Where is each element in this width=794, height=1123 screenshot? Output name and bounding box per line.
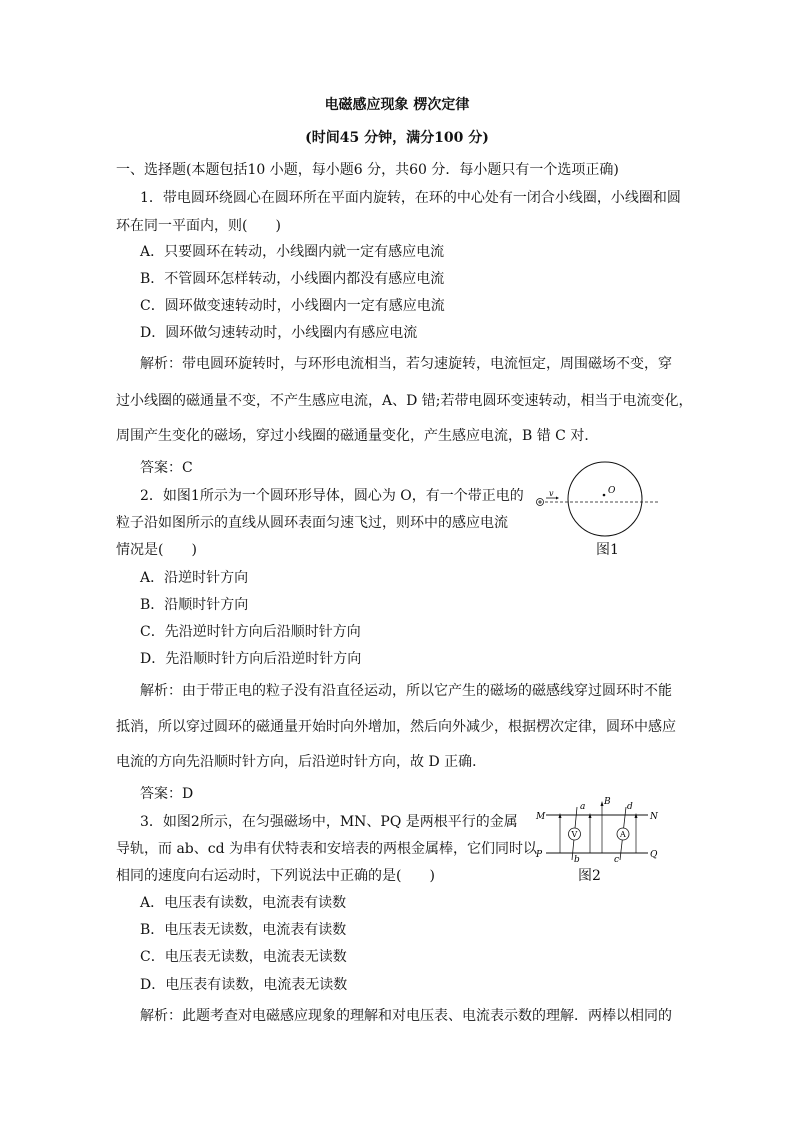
q2-option-d: D．先沿顺时针方向后沿逆时针方向 — [140, 651, 362, 667]
q1-option-c: C．圆环做变速转动时，小线圈内一定有感应电流 — [140, 298, 445, 314]
q1-analysis-line2: 过小线圈的磁通量不变，不产生感应电流，A、D 错;若带电圆环变速转动，相当于电流变化， — [116, 393, 693, 409]
q2-analysis-line2: 抵消，所以穿过圆环的磁通量开始时向外增加，然后向外减少，根据楞次定律，圆环中感应 — [116, 719, 676, 735]
q2-analysis-line1: 解析：由于带正电的粒子没有沿直径运动，所以它产生的磁场的磁感线穿过圆环时不能 — [140, 683, 672, 699]
q3-stem-line3: 相同的速度向右运动时，下列说法中正确的是( ) — [116, 868, 435, 884]
figure-1-diagram — [530, 458, 660, 538]
q2-option-c: C．先沿逆时针方向后沿顺时针方向 — [140, 624, 361, 640]
label-m: M — [536, 812, 546, 822]
label-b: b — [574, 855, 580, 863]
q1-analysis-line1: 解析：带电圆环旋转时，与环形电流相当，若匀速旋转，电流恒定，周围磁场不变，穿 — [140, 356, 672, 372]
figure-1-label: 图1 — [596, 542, 619, 558]
q2-stem-line1: 2．如图1所示为一个圆环形导体，圆心为 O，有一个带正电的 — [140, 488, 524, 504]
center-dot — [603, 494, 606, 497]
q1-option-a: A．只要圆环在转动，小线圈内就一定有感应电流 — [140, 244, 445, 260]
q3-stem-line2: 导轨，而 ab、cd 为串有伏特表和安培表的两根金属棒，它们同时以 — [116, 841, 538, 857]
section-intro: 一、选择题(本题包括10 小题，每小题6 分，共60 分．每小题只有一个选项正确) — [116, 162, 619, 178]
page-subtitle: (时间45 分钟，满分100 分) — [305, 130, 489, 146]
q2-answer: 答案：D — [140, 786, 194, 802]
q1-stem-line2: 环在同一平面内，则( ) — [116, 218, 281, 234]
label-a: a — [580, 802, 586, 812]
label-c: c — [614, 855, 620, 863]
q3-option-c: C．电压表无读数，电流表无读数 — [140, 949, 347, 965]
q3-option-a: A．电压表有读数，电流表有读数 — [140, 895, 347, 911]
label-d: d — [627, 802, 633, 812]
q1-answer: 答案：C — [140, 460, 193, 476]
q1-option-b: B．不管圆环怎样转动，小线圈内都没有感应电流 — [140, 271, 445, 287]
q1-stem-line1: 1．带电圆环绕圆心在圆环所在平面内旋转，在环的中心处有一闭合小线圈，小线圈和圆 — [140, 190, 681, 206]
q1-analysis-line3: 周围产生变化的磁场，穿过小线圈的磁通量变化，产生感应电流，B 错 C 对． — [116, 428, 599, 444]
label-n: N — [650, 812, 658, 822]
label-q: Q — [650, 850, 658, 860]
conductor-ring — [568, 462, 642, 536]
figure-2-diagram — [532, 793, 662, 863]
label-b-field: B — [604, 797, 611, 807]
q2-stem-line2: 粒子沿如图所示的直线从圆环表面匀速飞过，则环中的感应电流 — [116, 515, 508, 531]
q3-option-d: D．电压表有读数，电流表无读数 — [140, 977, 348, 993]
q3-analysis-line1: 解析：此题考查对电磁感应现象的理解和对电压表、电流表示数的理解．两棒以相同的 — [140, 1008, 672, 1024]
q2-stem-line3: 情况是( ) — [116, 542, 197, 558]
q2-option-b: B．沿顺时针方向 — [140, 597, 249, 613]
svg-text:V: V — [571, 830, 578, 839]
q3-option-b: B．电压表无读数，电流表有读数 — [140, 922, 347, 938]
figure-2-label: 图2 — [578, 868, 601, 884]
velocity-label: v — [549, 489, 554, 498]
center-label: O — [608, 486, 616, 496]
q2-analysis-line3: 电流的方向先沿顺时针方向，后沿逆时针方向，故 D 正确． — [116, 754, 487, 770]
q2-option-a: A．沿逆时针方向 — [140, 570, 249, 586]
q3-stem-line1: 3．如图2所示，在匀强磁场中，MN、PQ 是两根平行的金属 — [140, 814, 518, 830]
svg-text:A: A — [620, 830, 626, 839]
page-title: 电磁感应现象 楞次定律 — [324, 97, 470, 113]
q1-option-d: D．圆环做匀速转动时，小线圈内有感应电流 — [140, 325, 418, 341]
label-p: P — [536, 850, 543, 860]
